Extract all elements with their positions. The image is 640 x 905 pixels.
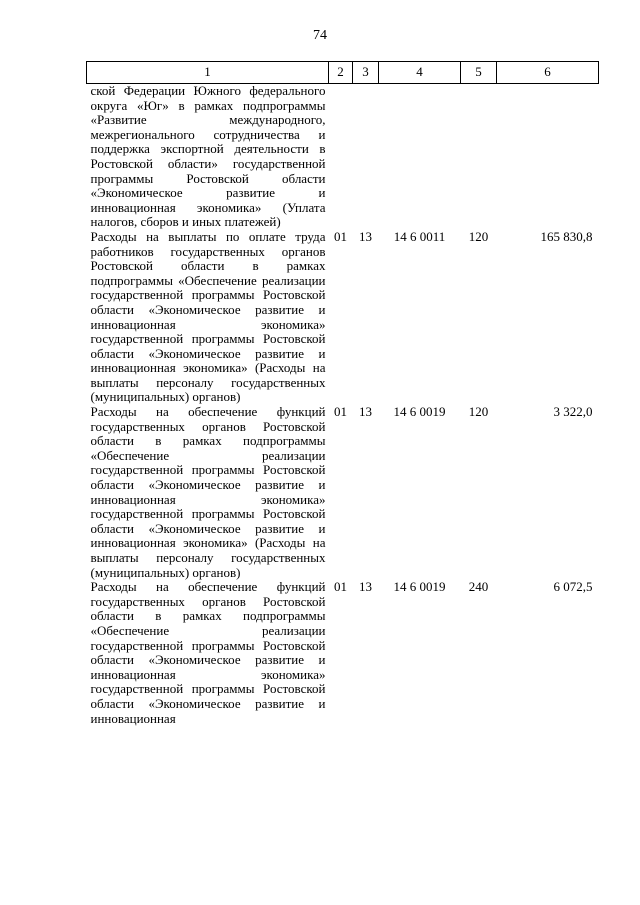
row-section: 01: [334, 404, 347, 420]
header-col-section: 2: [329, 62, 353, 84]
table-row: [87, 230, 599, 405]
row-target-article: [379, 84, 461, 230]
row-subsection: 13: [359, 228, 372, 244]
row-amount: 3 322,0: [553, 404, 593, 420]
table-row: [87, 84, 599, 230]
row-amount: [497, 84, 599, 230]
row-target-article: 14 6 0019: [393, 579, 446, 595]
table-row: [87, 405, 599, 580]
row-amount: 6 072,5: [553, 579, 593, 595]
row-subsection: 13: [359, 404, 372, 420]
row-description: Расходы на выплаты по оплате труда работников государственных органов Ростовской области в рамках подпрограммы «Обеспечение реализации государственной программы Ростовской области «Экономическое развитие и инновационная экономика» государственной программы Ростовской области «Экономическое развитие и инновационная экономика» (Расходы на выплаты персоналу государственных (муниципальных) органов): [90, 228, 326, 405]
row-expense-type: 120: [468, 228, 489, 244]
header-col-target-article: 4: [379, 62, 461, 84]
row-expense-type: 240: [468, 579, 489, 595]
row-description: Расходы на обеспечение функций государственных органов Ростовской области в рамках подпрограммы «Обеспечение реализации государственной программы Ростовской области «Экономическое развитие и инновационная экономика» государственной программы Ростовской области «Экономическое развитие и инновационная: [90, 579, 326, 726]
row-target-article: 14 6 0011: [393, 228, 446, 244]
budget-table: [86, 61, 599, 726]
table-header: [87, 62, 599, 84]
row-section: 01: [334, 579, 347, 595]
header-col-amount: 6: [497, 62, 599, 84]
header-col-subsection: 3: [353, 62, 379, 84]
row-expense-type: 120: [468, 404, 489, 420]
row-description: ской Федерации Южного федерального округа «Юг» в рамках подпрограммы «Развитие международного, межрегионального сотрудничества и поддержка экспортной деятельности в Ростовской области» государственной программы Ростовской области «Экономическое развитие и инновационная экономика» (Уплата налогов, сборов и иных платежей): [90, 83, 326, 230]
row-target-article: 14 6 0019: [393, 404, 446, 420]
row-subsection: 13: [359, 579, 372, 595]
table-row: [87, 580, 599, 726]
row-amount: 165 830,8: [540, 228, 593, 244]
row-section: 01: [334, 228, 347, 244]
row-description: Расходы на обеспечение функций государственных органов Ростовской области в рамках подпрограммы «Обеспечение реализации государственной программы Ростовской области «Экономическое развитие и инновационная экономика» государственной программы Ростовской области «Экономическое развитие и инновационная экономика» (Расходы на выплаты персоналу государственных (муниципальных) органов): [90, 404, 326, 580]
row-subsection: [353, 84, 379, 230]
header-col-expense-type: 5: [461, 62, 497, 84]
table-body: [87, 84, 599, 727]
row-section: [329, 84, 353, 230]
page-number: 74: [313, 28, 327, 43]
header-col-description: 1: [87, 62, 329, 84]
header-row: [87, 62, 599, 84]
row-expense-type: [461, 84, 497, 230]
